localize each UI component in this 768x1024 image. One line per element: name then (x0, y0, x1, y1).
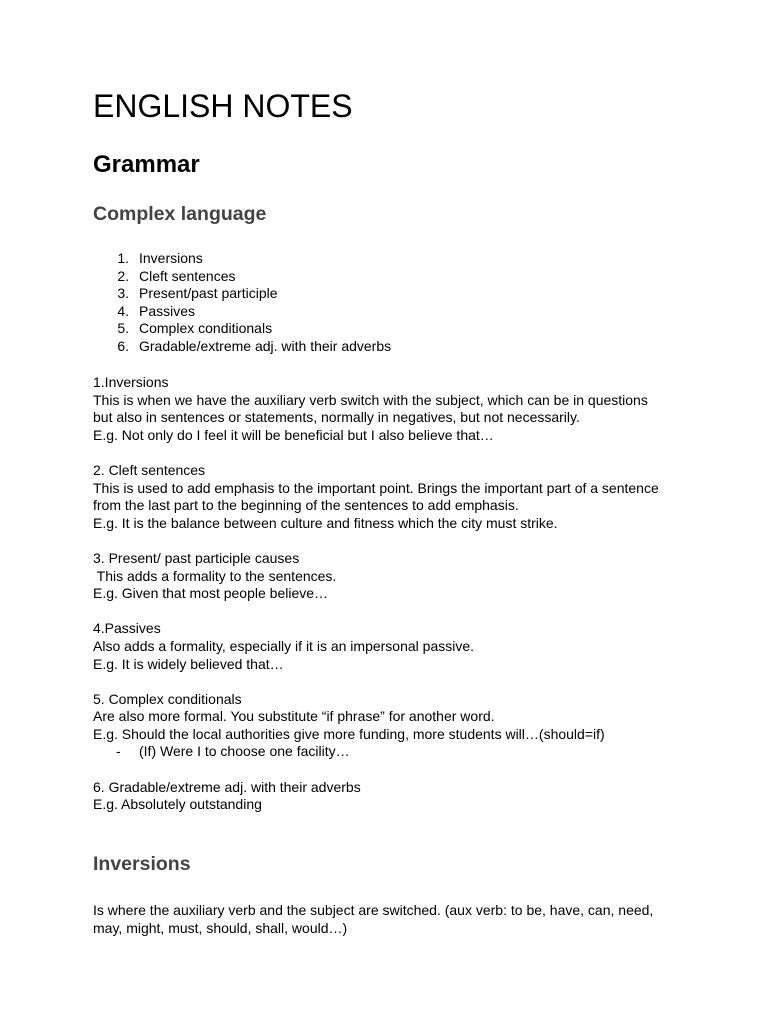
paragraph-line: This is when we have the auxiliary verb switch with the subject, which can be in questions (93, 391, 648, 408)
paragraph-line: Also adds a formality, especially if it is an impersonal passive. (93, 637, 475, 654)
section-heading: 4.Passives (93, 620, 161, 637)
paragraph-line: E.g. It is widely believed that… (93, 655, 284, 672)
section-heading: 1.Inversions (93, 374, 169, 390)
numbered-list (93, 250, 391, 355)
paragraph-line: E.g. Should the local authorities give more funding, more students will…(should=if) (93, 725, 605, 742)
section-heading: 6. Gradable/extreme adj. with their adverbs (93, 778, 361, 795)
list-item: 4. Passives (117, 302, 196, 319)
subheading-complex-language: Complex language (93, 203, 267, 225)
list-item: 3. Present/past participle (117, 285, 278, 301)
dash-list-item: - (If) Were I to choose one facility… (116, 743, 350, 760)
paragraph-line: This adds a formality to the sentences. (93, 567, 337, 584)
notes-body (93, 374, 683, 814)
spacer (93, 673, 683, 691)
spacer (93, 603, 683, 621)
list-item: 6. Gradable/extreme adj. with their adverbs (117, 337, 392, 354)
list-item: 5. Complex conditionals (117, 320, 273, 336)
spacer (93, 444, 683, 462)
section-heading: 3. Present/ past participle causes (93, 549, 300, 566)
paragraph-line: E.g. Not only do I feel it will be beneficial but I also believe that… (93, 426, 494, 443)
section-heading: 2. Cleft sentences (93, 461, 206, 478)
paragraph-line: This is used to add emphasis to the important point. Brings the important part of a sentence (93, 479, 659, 496)
inversions-paragraph (93, 902, 653, 937)
paragraph-line: Is where the auxiliary verb and the subject are switched. (aux verb: to be, have, can, need, (93, 902, 654, 918)
list-item: 2. Cleft sentences (117, 267, 236, 284)
paragraph-line: E.g. Absolutely outstanding (93, 796, 262, 813)
paragraph-line: Are also more formal. You substitute “if phrase” for another word. (93, 708, 495, 725)
document-title: ENGLISH NOTES (93, 88, 353, 124)
paragraph-line: may, might, must, should, shall, would…) (93, 919, 348, 936)
list-item: 1. Inversions (117, 250, 203, 266)
paragraph-line: E.g. It is the balance between culture and fitness which the city must strike. (93, 514, 558, 531)
paragraph-line: E.g. Given that most people believe… (93, 585, 329, 602)
spacer (93, 532, 683, 550)
paragraph-line: but also in sentences or statements, normally in negatives, but not necessarily. (93, 409, 580, 426)
heading-grammar: Grammar (93, 151, 200, 178)
subheading-inversions: Inversions (93, 853, 191, 875)
paragraph-line: from the last part to the beginning of the sentences to add emphasis. (93, 497, 519, 514)
spacer (93, 761, 683, 779)
section-heading: 5. Complex conditionals (93, 690, 242, 707)
